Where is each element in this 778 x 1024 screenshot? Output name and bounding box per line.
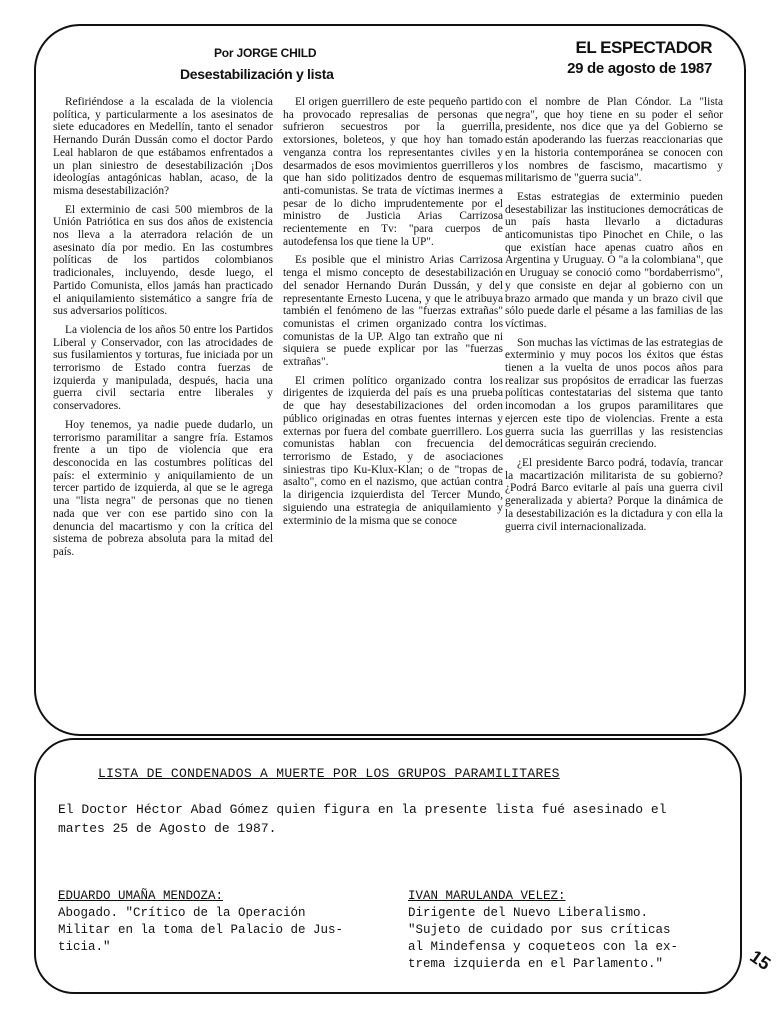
paragraph: ¿El presidente Barco podrá, todavía, trancar la macartización militarista de su gobierno? ¿Podrá Barco evitarle al país una guerra civil generalizada y abierta? Porque la dinámica de la desestabilización es la dictadura y con ella la guerra civil internacionalizada. (505, 456, 723, 533)
headline: Desestabilización y lista (180, 66, 334, 82)
page-number: 15 (746, 946, 775, 975)
article-date: 29 de agosto de 1987 (567, 60, 712, 77)
byline: Por JORGE CHILD (214, 46, 317, 60)
paragraph: El origen guerrillero de este pequeño partido ha provocado represalias de personas que sufrieron secuestros por la guerrilla, extorsiones, boleteos, y que hoy han tomado venganza contra los representantes civiles y desarmados de esos movimientos guerrilleros y que han sido politizados dentro de esquemas anti-comunistas. Se trata de víctimas inermes a pesar de lo dicho imprudentemente por el ministro de Justicia Arias Carrizosa recientemente en Tv: "para cuerpos de autodefensa los que tiene la UP". (283, 96, 503, 248)
paragraph: Estas estrategias de exterminio pueden desestabilizar las instituciones democráticas de un país hasta llevarlo a dictaduras anticomunistas tipo Pinochet en Chile, o las que existían hace apenas cuatro años en Argentina y Uruguay. O "a la colombiana", que en Uruguay se conoció como "bordaberrismo", y que consiste en dejar al gobierno con un brazo armado que manda y un brazo civil que sólo puede darle el pésame a las familias de las víctimas. (505, 190, 723, 330)
paragraph: Son muchas las víctimas de las estrategias de exterminio y muy pocos los éxitos que éstas tienen a la vuelta de unos pocos años para realizar sus propósitos de erradicar las fuerzas políticas contestatarias del sistema que tanto incomodan a los grupos paramilitares que ejercen este tipo de violencias. Frente a esta guerra sucia las guerrillas y las resistencias democráticas seguirán creciendo. (505, 336, 723, 451)
paragraph: La violencia de los años 50 entre los Partidos Liberal y Conservador, con las atrocidades de sus fusilamientos y torturas, fue iniciada por un terrorismo de Estado contra fuerzas de izquierda y manipulada, después, hacia una guerra civil sectaria entre liberales y conservadores. (53, 323, 273, 413)
paragraph: con el nombre de Plan Cóndor. La "lista negra", que hoy tiene en su poder el señor presidente, nos dice que ya del Gobierno se están apoderando las fuerzas reaccionarias que en la historia contemporánea se conocen con los nombres de fascismo, macartismo y militarismo de "guerra sucia". (505, 96, 723, 185)
list-entry (408, 888, 708, 973)
entry-text: Dirigente del Nuevo Liberalismo. "Sujeto de cuidado por sus críticas al Mindefensa y coqueteos con la ex- trema izquierda en el Parlamento." (408, 906, 679, 971)
newspaper-name: EL ESPECTADOR (575, 38, 712, 57)
paragraph: Hoy tenemos, ya nadie puede dudarlo, un terrorismo paramilitar a sangre fría. Estamos frente a un tipo de violencia que era desconocida en las costumbres políticas del país: el exterminio y aniquilamiento de un tercer partido de izquierda, al que se le agrega una "lista negra" de personas que no tienen nada que ver con ese partido sino con la denuncia del macartismo y con la crítica del sistema de pobreza absoluta para la mitad del país. (53, 418, 273, 558)
article-column-3 (505, 96, 723, 539)
list-entry (58, 888, 378, 956)
paragraph: El crimen político organizado contra los dirigentes de izquierda del país es una prueba de que hay desestabilizaciones del orden público originadas en otras fuentes internas y externas por fuera del combate guerrillero. Los comunistas hablan con frecuencia del terrorismo de Estado, y de asociaciones siniestras tipo Ku-Klux-Klan; o de "tropas de asalto", como en el nazismo, que actúan contra la dirigencia izquierdista del Tercer Mundo, siguiendo una estrategia de aniquilamiento y exterminio de la misma que se conoce (283, 374, 503, 527)
article-column-2 (283, 96, 503, 533)
list-note: El Doctor Héctor Abad Gómez quien figura en la presente lista fué asesinado el martes 25 de Agosto de 1987. (58, 802, 667, 836)
paragraph: El exterminio de casi 500 miembros de la Unión Patriótica en sus dos años de existencia nos lleva a la aterradora relación de un asesinato día por medio. En las costumbres políticas de los partidos colombianos tradicionales, incluyendo, desde luego, el Partido Comunista, ellos jamás han practicado el aniquilamiento sistemático a sangre fría de sus adversarios políticos. (53, 203, 273, 318)
entry-name: EDUARDO UMAÑA MENDOZA: (58, 889, 224, 903)
masthead (567, 38, 712, 77)
paragraph: Es posible que el ministro Arias Carrizosa tenga el mismo concepto de desestabilización del senador Hernando Durán Dussán, y del representante Ernesto Lucena, y que le atribuya también el fenómeno de las "fuerzas extrañas" comunistas el crimen organizado contra los comunistas de la UP. Algo tan extraño que ni siquiera se puede explicar por las "fuerzas extrañas". (283, 254, 503, 369)
article-column-1 (53, 96, 273, 565)
entry-text: Abogado. "Crítico de la Operación Militar en la toma del Palacio de Jus- ticia." (58, 906, 344, 954)
list-title: LISTA DE CONDENADOS A MUERTE POR LOS GRUPOS PARAMILITARES (98, 766, 560, 781)
paragraph: Refiriéndose a la escalada de la violencia política, y particularmente a los asesinatos de siete educadores en Medellín, tanto el senador Hernando Durán Dussán como el doctor Pardo Leal hablaron de que estábamos enfrentados a un plan siniestro de desestabilización ¡Dos ideologías antagónicas hablan, acaso, de la misma desestabilización? (53, 96, 273, 197)
entry-name: IVAN MARULANDA VELEZ: (408, 889, 566, 903)
